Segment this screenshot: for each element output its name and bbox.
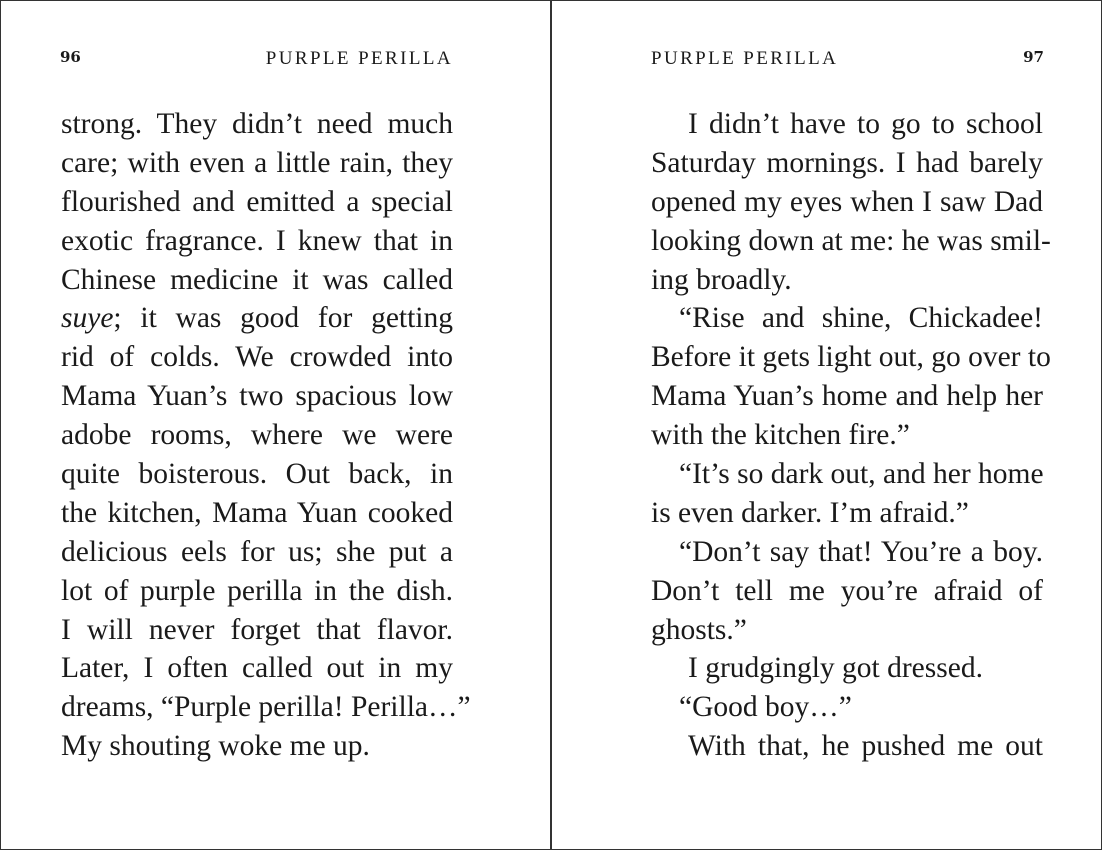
text-line: care; with even a little rain, they [61,146,453,179]
right-page [552,1,1101,849]
text-line: Later, I often called out in my [61,652,453,685]
text-line-rest: ; it was good for getting [113,302,453,335]
text-line: the kitchen, Mama Yuan cooked [61,496,453,529]
page-number: 96 [60,48,81,66]
text-line: is even darker. I’m afraid.” [651,496,969,529]
text-line: flourished and emitted a special [61,185,453,218]
text-line: I grudgingly got dressed. [688,652,983,685]
text-line: I didn’t have to go to school [688,108,1043,140]
text-line: With that, he pushed me out [688,730,1043,763]
text-line: Chinese medicine it was called [61,263,453,296]
text-line: Mama Yuan’s home and help her [651,380,1043,413]
running-head: PURPLE PERILLA [265,48,453,69]
text-line: Mama Yuan’s two spacious low [61,380,453,413]
text-line: strong. They didn’t need much [61,108,453,140]
running-head: PURPLE PERILLA [651,48,839,69]
text-line: Don’t tell me you’re afraid of [651,574,1043,607]
text-line: delicious eels for us; she put a [61,535,453,568]
text-line: quite boisterous. Out back, in [61,458,453,491]
text-line: Before it gets light out, go over to [651,341,1051,374]
text-line: exotic fragrance. I knew that in [61,224,453,257]
text-line: rid of colds. We crowded into [61,341,453,374]
text-line: ghosts.” [651,613,747,646]
text-line: My shouting woke me up. [61,730,370,763]
text-line: looking down at me: he was smil- [651,224,1051,257]
text-line: “Good boy…” [679,691,852,724]
text-line: ing broadly. [651,263,792,296]
text-line [61,299,453,338]
text-line: “Rise and shine, Chickadee! [679,302,1043,335]
text-line: I will never forget that flavor. [61,613,453,646]
italic-term: suye [61,302,114,335]
text-line: with the kitchen fire.” [651,419,910,452]
text-line: opened my eyes when I saw Dad [651,185,1043,218]
text-line: “It’s so dark out, and her home [679,458,1044,491]
body-text [61,105,471,766]
page-number: 97 [1023,48,1044,66]
left-page [1,1,550,849]
body-text [651,105,1051,766]
text-line: Saturday mornings. I had barely [651,146,1043,179]
text-line: adobe rooms, where we were [61,419,453,452]
text-line: dreams, “Purple perilla! Perilla…” [61,691,471,724]
text-line: “Don’t say that! You’re a boy. [679,535,1043,568]
text-line: lot of purple perilla in the dish. [61,574,453,607]
